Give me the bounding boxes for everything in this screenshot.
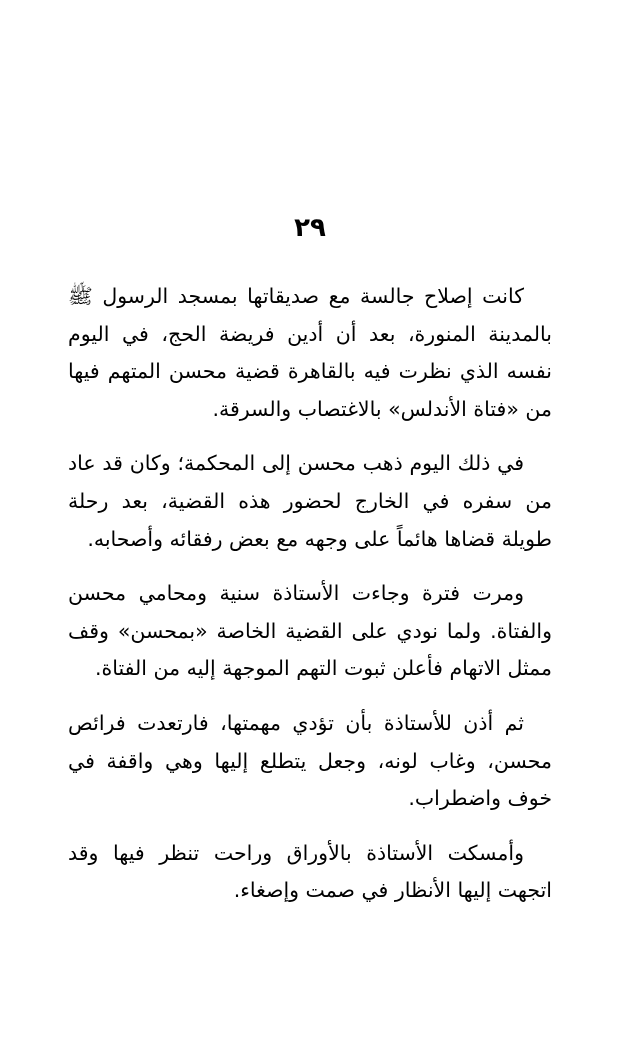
paragraph-text: ومرت فترة وجاءت الأستاذة سنية ومحامي محسن والفتاة. ولما نودي على القضية الخاصة «بمحسن» وقف ممثل الاتهام فأعلن ثبوت التهم الموجهة إليه من الفتاة. (68, 581, 552, 681)
paragraph-1 (68, 278, 552, 428)
paragraph-text: وأمسكت الأستاذة بالأوراق وراحت تنظر فيها وقد اتجهت إليها الأنظار في صمت وإصغاء. (68, 840, 552, 903)
paragraph-2 (68, 445, 552, 558)
paragraph-5 (68, 835, 552, 910)
page-number: ٢٩ (294, 213, 326, 243)
paragraph-text: في ذلك اليوم ذهب محسن إلى المحكمة؛ وكان قد عاد من سفره في الخارج لحضور هذه القضية، بعد رحلة طويلة قضاها هائماً على وجهه مع بعض رفقائه وأصحابه. (68, 451, 552, 551)
paragraph-3 (68, 575, 552, 688)
paragraph-text: ثم أذن للأستاذة بأن تؤدي مهمتها، فارتعدت فرائص محسن، وغاب لونه، وجعل يتطلع إليها وهي واقفة في خوف واضطراب. (68, 710, 552, 811)
paragraph-4 (68, 705, 552, 818)
paragraph-text: كانت إصلاح جالسة مع صديقاتها بمسجد الرسول ﷺ بالمدينة المنورة، بعد أن أدين فريضة الحج، في اليوم نفسه الذي نظرت فيه بالقاهرة قضية محسن المتهم فيها من «فتاة الأندلس» بالاغتصاب والسرقة. (68, 284, 552, 421)
chapter-body (68, 278, 552, 927)
